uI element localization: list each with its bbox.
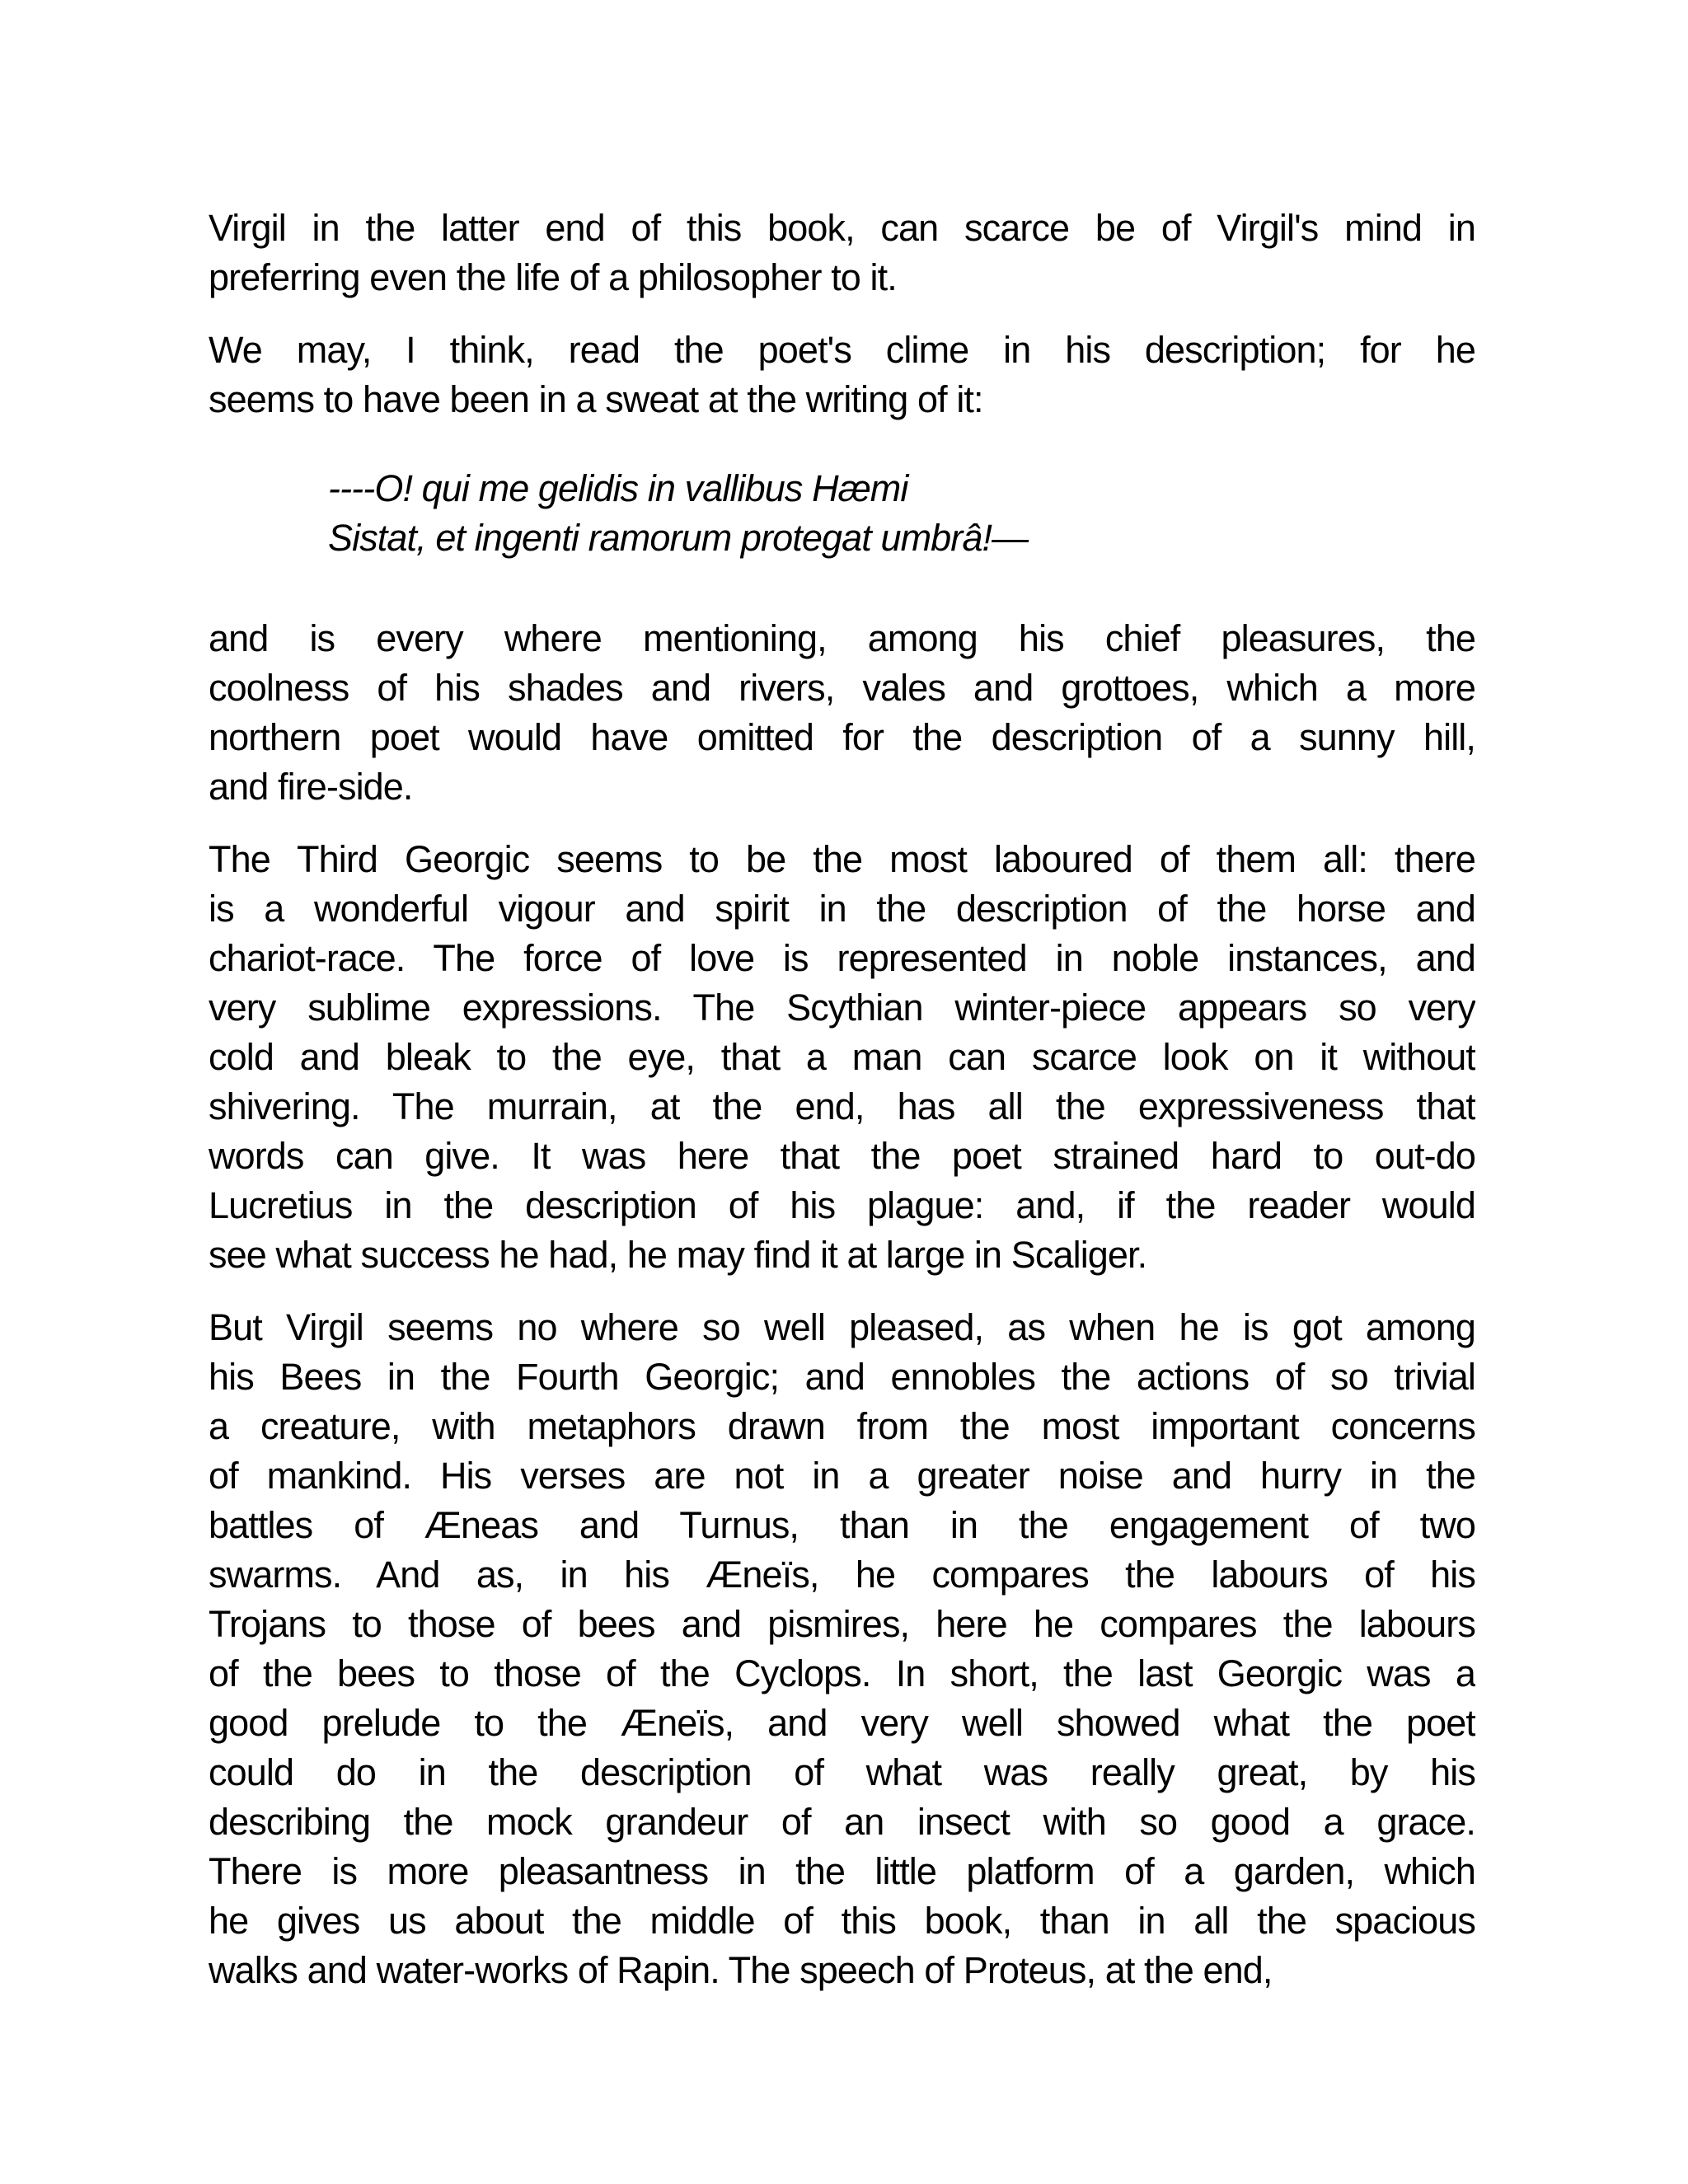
text-line: But Virgil seems no where so well pleased, as when he is got among (209, 1306, 1475, 1348)
text-line: walks and water-works of Rapin. The speech of Proteus, at the end, (209, 1949, 1273, 1991)
text-line: very sublime expressions. The Scythian winter-piece appears so very (209, 987, 1475, 1029)
text-line: and is every where mentioning, among his chief pleasures, the (209, 617, 1475, 659)
text-line: battles of Æneas and Turnus, than in the engagement of two (209, 1504, 1475, 1546)
text-line: a creature, with metaphors drawn from the most important concerns (209, 1405, 1475, 1447)
paragraph (209, 835, 1475, 1280)
text-line: northern poet would have omitted for the description of a sunny hill, (209, 716, 1475, 758)
text-line: good prelude to the Æneïs, and very well showed what the poet (209, 1702, 1475, 1744)
text-line: Trojans to those of bees and pismires, here he compares the labours (209, 1603, 1475, 1645)
text-line: preferring even the life of a philosopher to it. (209, 256, 897, 298)
text-line: Virgil in the latter end of this book, can scarce be of Virgil's mind in (209, 207, 1475, 249)
text-line: swarms. And as, in his Æneïs, he compares the labours of his (209, 1554, 1475, 1596)
text-line: There is more pleasantness in the little platform of a garden, which (209, 1850, 1475, 1892)
text-line: Lucretius in the description of his plague: and, if the reader would (209, 1184, 1475, 1226)
paragraph (209, 1303, 1475, 1995)
text-line: is a wonderful vigour and spirit in the description of the horse and (209, 888, 1475, 930)
text-line: We may, I think, read the poet's clime in his description; for he (209, 329, 1475, 371)
text-line: of the bees to those of the Cyclops. In short, the last Georgic was a (209, 1652, 1475, 1694)
text-line: of mankind. His verses are not in a greater noise and hurry in the (209, 1455, 1475, 1497)
text-line: The Third Georgic seems to be the most laboured of them all: there (209, 838, 1475, 880)
text-content (209, 204, 1475, 2018)
text-line: ----O! qui me gelidis in vallibus Hæmi (328, 467, 908, 509)
text-line: his Bees in the Fourth Georgic; and ennobles the actions of so trivial (209, 1356, 1475, 1398)
paragraph (209, 614, 1475, 812)
text-line: coolness of his shades and rivers, vales and grottoes, which a more (209, 667, 1475, 709)
text-line: words can give. It was here that the poet strained hard to out-do (209, 1135, 1475, 1177)
paragraph (209, 204, 1475, 302)
text-line: see what success he had, he may find it at large in Scaliger. (209, 1234, 1147, 1276)
text-line: cold and bleak to the eye, that a man can scarce look on it without (209, 1036, 1475, 1078)
text-line: he gives us about the middle of this book, than in all the spacious (209, 1900, 1475, 1942)
text-line: Sistat, et ingenti ramorum protegat umbrâ!— (328, 517, 1029, 559)
paragraph (209, 326, 1475, 424)
text-line: could do in the description of what was really great, by his (209, 1751, 1475, 1793)
verse-quote (328, 464, 1475, 563)
text-line: shivering. The murrain, at the end, has all the expressiveness that (209, 1085, 1475, 1127)
text-line: describing the mock grandeur of an insect with so good a grace. (209, 1801, 1475, 1843)
text-line: chariot-race. The force of love is represented in noble instances, and (209, 937, 1475, 979)
text-line: seems to have been in a sweat at the writing of it: (209, 378, 983, 420)
text-line: and fire-side. (209, 766, 413, 808)
